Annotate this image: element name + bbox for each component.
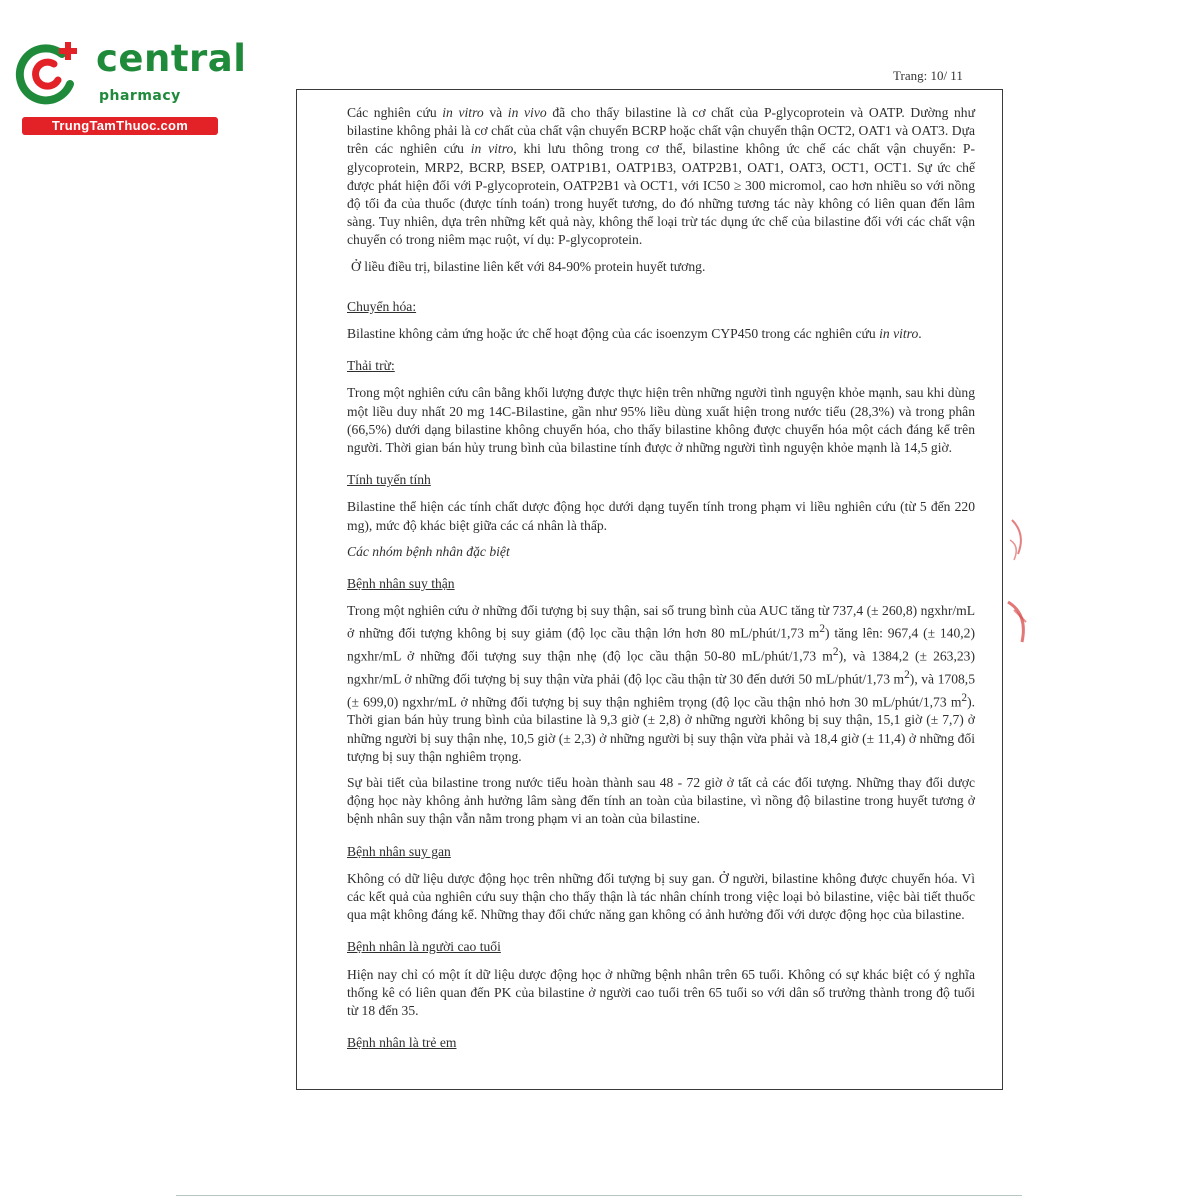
heading-elimination: Thải trừ: xyxy=(347,358,395,374)
heading-special-populations: Các nhóm bệnh nhân đặc biệt xyxy=(347,543,510,559)
heading-metabolism: Chuyển hóa: xyxy=(347,298,417,314)
heading-elderly: Bệnh nhân là người cao tuổi xyxy=(347,939,501,955)
paragraph-protein-binding: Ở liều điều trị, bilastine liên kết với 84-90% protein huyết tương. xyxy=(351,258,706,274)
paragraph-metabolism: Bilastine không cảm ứng hoặc ức chế hoạt động của các isoenzym CYP450 trong các nghiên cứu in vitro. xyxy=(347,326,922,342)
paragraph-linearity: Bilastine thể hiện các tính chất dược động học dưới dạng tuyến tính trong phạm vi liều nghiên cứu (từ 5 đến 220 mg), mức độ khác biệt giữa các cá nhân là thấp. xyxy=(347,499,975,533)
paragraph-elimination: Trong một nghiên cứu cân bằng khối lượng được thực hiện trên những người tình nguyện khỏe mạnh, sau khi dùng một liều duy nhất 20 mg 14C-Bilastine, gần như 95% liều dùng xuất hiện trong nước tiểu (28,3%) và trong phân (66,5%) dưới dạng bilastine không chuyển hóa, cho thấy bilastine không được chuyển hóa một cách đáng kể trên người. Thời gian bán hủy trung bình của bilastine tính được ở những người tình nguyện khỏe mạnh là 14,5 giờ. xyxy=(347,385,975,456)
logo-name: central xyxy=(96,37,247,80)
paragraph-hepatic-impairment: Không có dữ liệu dược động học trên những đối tượng bị suy gan. Ở người, bilastine không được chuyển hóa. Vì các kết quả của nghiên cứu suy thận cho thấy thận là tác nhân chính trong việc loại bỏ bilastine, việc bài tiết thuốc qua mật không đáng kể. Những thay đổi chức năng gan không có ảnh hưởng đối với dược động học của bilastine. xyxy=(347,870,975,923)
heading-children: Bệnh nhân là trẻ em xyxy=(347,1035,457,1051)
heading-renal-impairment: Bệnh nhân suy thận xyxy=(347,576,455,592)
pharmacy-logo-icon xyxy=(10,38,82,110)
document-body xyxy=(347,104,975,1061)
paragraph-renal-impairment: Trong một nghiên cứu ở những đối tượng bị suy thận, sai số trung bình của AUC tăng từ 737,4 (± 260,8) ngxhr/mL ở những đối tượng không bị suy giảm (độ lọc cầu thận lớn hơn 80 mL/phút/1,73 $m^2$) tăng lên: 967,4 (± 140,2) ngxhr/mL ở những đối tượng suy thận nhẹ (độ lọc cầu thận 50-80 mL/phút/1,73 $m^2$), và 1384,2 (± 263,23) ngxhr/mL ở những đối tượng bị suy thận vừa phải (độ lọc cầu thận từ 30 đến dưới 50 mL/phút/1,73 $m^2$), và 1708,5 (± 699,0) ngxhr/mL ở những đối tượng bị suy thận nghiêm trọng (độ lọc cầu thận nhỏ hơn 30 mL/phút/1,73 $m^2$). Thời gian bán hủy trung bình của bilastine là 9,3 giờ (± 2,8) ở những người không bị suy thận, 15,1 giờ (± 7,7) ở những người bị suy thận nhẹ, 10,5 giờ (± 2,3) ở những người bị suy thận vừa phải và 18,4 giờ (± 11,4) ở những đối tượng bị suy thận nghiêm trọng. xyxy=(347,603,976,764)
stamp-mark-icon xyxy=(1004,510,1034,650)
logo-subtitle: pharmacy xyxy=(99,88,181,104)
paragraph-elderly: Hiện nay chỉ có một ít dữ liệu dược động học ở những bệnh nhân trên 65 tuổi. Không có sự khác biệt có ý nghĩa thống kê có liên quan đến PK của bilastine ở người cao tuổi trên 65 tuổi so với dân số trưởng thành trong độ tuổi từ 18 đến 35. xyxy=(347,966,975,1019)
heading-hepatic-impairment: Bệnh nhân suy gan xyxy=(347,843,451,859)
page-number: Trang: 10/ 11 xyxy=(893,68,963,83)
paragraph-renal-excretion: Sự bài tiết của bilastine trong nước tiểu hoàn thành sau 48 - 72 giờ ở tất cả các đối tượng. Những thay đổi dược động học này không ảnh hưởng lâm sàng đến tính an toàn của bilastine, vì nồng độ bilastine trong huyết tương ở bệnh nhân suy thận vẫn nằm trong phạm vi an toàn của bilastine. xyxy=(347,775,975,827)
logo-website: TrungTamThuoc.com xyxy=(22,117,218,135)
heading-linearity: Tính tuyến tính xyxy=(347,472,431,488)
footer-divider xyxy=(176,1195,1022,1196)
paragraph-transporters: Các nghiên cứu in vitro và in vivo đã cho thấy bilastine là cơ chất của P-glycoprotein và OATP. Dường như bilastine không phải là cơ chất của chất vận chuyển BCRP hoặc chất vận chuyển thận OCT2, OAT1 và OAT3. Dựa trên các nghiên cứu in vitro, khi lưu thông trong cơ thể, bilastine không ức chế các chất vận chuyển: P-glycoprotein, MRP2, BCRP, BSEP, OATP1B1, OATP1B3, OATP2B1, OAT1, OAT3, OCT1, OCT1. Sự ức chế được phát hiện đối với P-glycoprotein, OATP2B1 và OCT1, với IC50 ≥ 300 micromol, cao hơn nhiều so với nồng độ tối đa của thuốc (được tính toán) trong huyết tương, do đó những tương tác này không có liên quan đến lâm sàng. Tuy nhiên, dựa trên những kết quả này, không thể loại trừ tác dụng ức chế của bilastine đối với các chất vận chuyển có trong niêm mạc ruột, ví dụ: P-glycoprotein. xyxy=(347,105,975,248)
central-pharmacy-logo[interactable] xyxy=(10,36,247,136)
